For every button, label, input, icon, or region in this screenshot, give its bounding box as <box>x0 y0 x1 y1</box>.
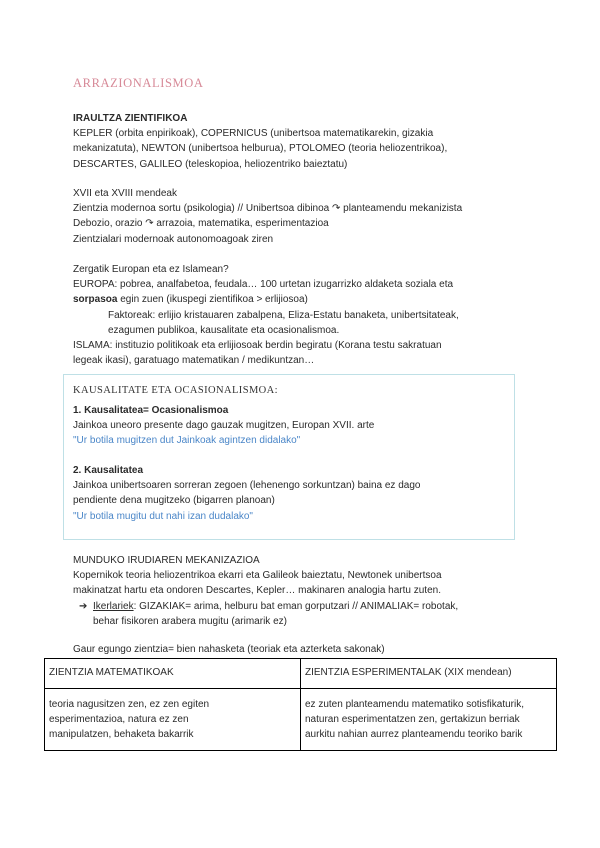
section-mendeak <box>73 186 462 247</box>
cell-line: aurkitu nahian aurrez planteamendu teoriko barik <box>305 729 523 740</box>
cell-line: ez zuten planteamendu matematiko sotisfikaturik, <box>305 699 524 710</box>
section-heading: IRAULTZA ZIENTIFIKOA <box>73 113 188 124</box>
section-iraultza <box>73 111 447 172</box>
table-header-row <box>45 659 557 689</box>
quote-line: "Ur botila mugitu dut nahi izan dudalako" <box>73 510 253 522</box>
text-line: DESCARTES, GALILEO (teleskopioa, heliozentriko baieztatu) <box>73 158 348 170</box>
bullet-item <box>73 599 458 629</box>
page-title: ARRAZIONALISMOA <box>73 76 204 90</box>
section-munduko <box>73 553 458 629</box>
cell-line: esperimentazioa, natura ez zen <box>49 714 189 725</box>
item-title: 1. Kausalitatea= Ocasionalismoa <box>73 405 229 416</box>
table-header-cell: ZIENTZIA MATEMATIKOAK <box>45 659 301 689</box>
table-row <box>45 689 557 751</box>
bold-term: sorpasoa <box>73 294 118 306</box>
text-span: egin zuen (ikuspegi zientifikoa > erlijiosoa) <box>117 294 308 306</box>
text-line <box>93 599 458 614</box>
text-line: mekanizatuta), NEWTON (unibertsoa helburua), PTOLOMEO (teoria heliozentrikoa), <box>73 143 448 155</box>
table-cell <box>301 689 557 751</box>
quote-line: "Ur botila mugitzen dut Jainkoak agintzen didalako" <box>73 435 301 447</box>
section-heading: XVII eta XVIII mendeak <box>73 188 177 199</box>
table-header-cell: ZIENTZIA ESPERIMENTALAK (XIX mendean) <box>301 659 557 689</box>
text-line: pendiente dena mugitzeko (bigarren planoan) <box>73 495 275 507</box>
callout-item-2 <box>73 463 420 524</box>
factors-line: ezagumen publikoa, kausalitate eta ocasionalismoa. <box>108 324 340 336</box>
callout-title: KAUSALITATE ETA OCASIONALISMOA: <box>73 385 278 396</box>
cell-line: manipulatzen, behaketa bakarrik <box>49 729 194 740</box>
text-line: Kopernikok teoria heliozentrikoa ekarri eta Galileok baieztatu, Newtonek unibertsoa <box>73 570 442 582</box>
text-line: EUROPA: pobrea, analfabetoa, feudala… 100 urtetan izugarrizko aldaketa soziala eta <box>73 279 454 291</box>
text-line: makinatzat hartu eta ondoren Descartes, Kepler… makinaren analogia hartu zuten. <box>73 585 441 597</box>
cell-line: teoria nagusitzen zen, ez zen egiten <box>49 699 210 710</box>
text-line: behar fisikoren arabera mugitu (arimarik ez) <box>93 615 287 627</box>
text-line: Jainkoa unibertsoaren sorreran zegoen (lehenengo sorkuntzan) baina ez dago <box>73 480 421 492</box>
text-line: Zientzialari modernoak autonomoagoak ziren <box>73 233 274 245</box>
text-line: Debozio, orazio ↷ arrazoia, matematika, esperimentazioa <box>73 218 329 230</box>
text-line: Zientzia modernoa sortu (psikologia) // Unibertsoa dibinoa ↷ planteamendu mekanizista <box>73 203 463 215</box>
callout-item-1 <box>73 403 374 449</box>
text-line <box>73 292 459 307</box>
section-europa <box>73 262 459 368</box>
question-line: Zergatik Europan eta ez Islamean? <box>73 264 229 275</box>
comparison-table <box>44 658 557 751</box>
text-line: Jainkoa uneoro presente dago gauzak mugitzen, Europan XVII. arte <box>73 420 375 432</box>
item-title: 2. Kausalitatea <box>73 465 144 476</box>
text-line: KEPLER (orbita enpirikoak), COPERNICUS (unibertsoa matematikarekin, gizakia <box>73 128 434 140</box>
underlined-term: Ikerlariek <box>93 600 134 612</box>
text-line: ISLAMA: instituzio politikoak eta erlijiosoak berdin begiratu (Korana testu sakratuan <box>73 340 442 352</box>
factors-line: Faktoreak: erlijio kristauaren zabalpena, Eliza-Estatu banaketa, unibertsitateak, <box>108 309 459 321</box>
table-cell <box>45 689 301 751</box>
text-line: legeak ikasi), garatuago matematikan / medikuntzan… <box>73 355 315 367</box>
section-heading: MUNDUKO IRUDIAREN MEKANIZAZIOA <box>73 555 260 566</box>
cell-line: naturan esperimentatzen zen, gertakizun berriak <box>305 714 520 725</box>
arrow-bullet-icon: ➔ <box>79 600 88 612</box>
text-span: : GIZAKIAK= arima, helburu bat eman gorputzari // ANIMALIAK= robotak, <box>133 600 459 612</box>
gaur-line: Gaur egungo zientzia= bien nahasketa (teoriak eta azterketa sakonak) <box>73 644 385 655</box>
